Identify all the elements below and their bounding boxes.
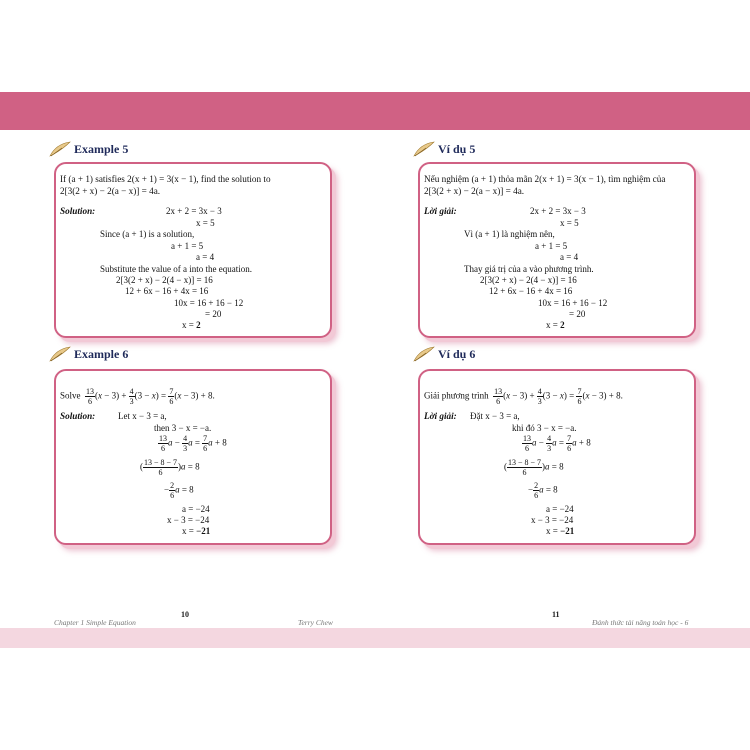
solution-label: Solution:	[60, 206, 96, 216]
equation-line: x = 2	[546, 320, 565, 330]
solution-label: Lời giải:	[424, 411, 457, 421]
equation-line: 2x + 2 = 3x − 3	[530, 206, 586, 216]
quill-icon	[48, 345, 72, 363]
equation-line: 12 + 6x − 16 + 4x = 16	[489, 286, 573, 296]
footer-chapter: Chapter 1 Simple Equation	[54, 618, 136, 627]
equation-line: a + 1 = 5	[171, 241, 204, 251]
equation-line: = 20	[205, 309, 222, 319]
equation-line: x − 3 = −24	[167, 515, 210, 525]
page-number: 10	[181, 610, 189, 619]
equation-line: a + 1 = 5	[535, 241, 568, 251]
problem-line: Nếu nghiệm (a + 1) thỏa mãn 2(x + 1) = 3(x − 1), tìm nghiệm của	[424, 174, 666, 184]
equation-line: Since (a + 1) is a solution,	[100, 229, 195, 239]
example-5-heading	[48, 139, 128, 159]
equation-line: Substitute the value of a into the equation.	[100, 264, 252, 274]
equation-line: = 20	[569, 309, 586, 319]
equation-line: ( $\frac{13 - 8 - 7}{6}$ )a = 8	[140, 458, 200, 477]
problem-line: Giải phương trình $\frac{13}{6}$ (x − 3) + $\frac{4}{3}$ (3 − x) = $\frac{7}{6}$ (x − 3) + 8.	[424, 387, 623, 406]
vi-du-6-box	[418, 369, 696, 545]
equation-line: 2x + 2 = 3x − 3	[166, 206, 222, 216]
equation-line: Let x − 3 = a,	[118, 411, 167, 421]
footer-book-title: Đánh thức tài năng toán học - 6	[592, 618, 689, 627]
equation-line: ( $\frac{13 - 8 - 7}{6}$ )a = 8	[504, 458, 564, 477]
problem-line: If (a + 1) satisfies 2(x + 1) = 3(x − 1), find the solution to	[60, 174, 271, 184]
equation-line: x = −21	[182, 526, 211, 536]
equation-line: a = 4	[560, 252, 579, 262]
footer-author: Terry Chew	[298, 618, 333, 627]
solution-label: Solution:	[60, 411, 96, 421]
page-number: 11	[552, 610, 560, 619]
example-title: Ví dụ 5	[438, 141, 476, 156]
equation-line: $\frac{13}{6}$ a − $\frac{4}{3}$ a = $\frac{7}{6}$ a + 8	[523, 434, 591, 453]
equation-line: − $\frac{2}{6}$ a = 8	[528, 481, 558, 500]
example-title: Ví dụ 6	[438, 346, 476, 361]
equation-line: Vì (a + 1) là nghiệm nên,	[464, 229, 555, 239]
equation-line: $\frac{13}{6}$ a − $\frac{4}{3}$ a = $\frac{7}{6}$ a + 8	[159, 434, 227, 453]
equation-line: x − 3 = −24	[531, 515, 574, 525]
equation-line: 2[3(2 + x) − 2(4 − x)] = 16	[480, 275, 577, 285]
vi-du-5-box	[418, 162, 696, 338]
example-6-box	[54, 369, 332, 545]
equation-line: a = −24	[546, 504, 574, 514]
equation-line: 2[3(2 + x) − 2(4 − x)] = 16	[116, 275, 213, 285]
solution-label: Lời giải:	[424, 206, 457, 216]
quill-icon	[48, 140, 72, 158]
footer-band	[0, 628, 750, 648]
example-title: Example 6	[74, 346, 129, 361]
equation-line: x = 5	[196, 218, 215, 228]
example-6-heading	[48, 344, 128, 364]
equation-line: x = 2	[182, 320, 201, 330]
equation-line: khi đó 3 − x = −a.	[512, 423, 577, 433]
equation-line: 10x = 16 + 16 − 12	[174, 298, 244, 308]
equation-line: 12 + 6x − 16 + 4x = 16	[125, 286, 209, 296]
example-title: Example 5	[74, 141, 129, 156]
equation-line: a = 4	[196, 252, 215, 262]
equation-line: then 3 − x = −a.	[154, 423, 212, 433]
equation-line: x = −21	[546, 526, 575, 536]
problem-line: 2[3(2 + x) − 2(a − x)] = 4a.	[424, 186, 525, 196]
equation-line: Thay giá trị của a vào phương trình.	[464, 264, 594, 274]
vi-du-5-heading	[412, 139, 475, 159]
header-band	[0, 92, 750, 130]
quill-icon	[412, 140, 436, 158]
quill-icon	[412, 345, 436, 363]
problem-line: 2[3(2 + x) − 2(a − x)] = 4a.	[60, 186, 161, 196]
equation-line: a = −24	[182, 504, 210, 514]
example-5-box	[54, 162, 332, 338]
equation-line: x = 5	[560, 218, 579, 228]
equation-line: Đặt x − 3 = a,	[470, 411, 520, 421]
problem-line: Solve $\frac{13}{6}$ (x − 3) + $\frac{4}{3}$ (3 − x) = $\frac{7}{6}$ (x − 3) + 8.	[60, 387, 215, 406]
vi-du-6-heading	[412, 344, 475, 364]
equation-line: − $\frac{2}{6}$ a = 8	[164, 481, 194, 500]
equation-line: 10x = 16 + 16 − 12	[538, 298, 608, 308]
